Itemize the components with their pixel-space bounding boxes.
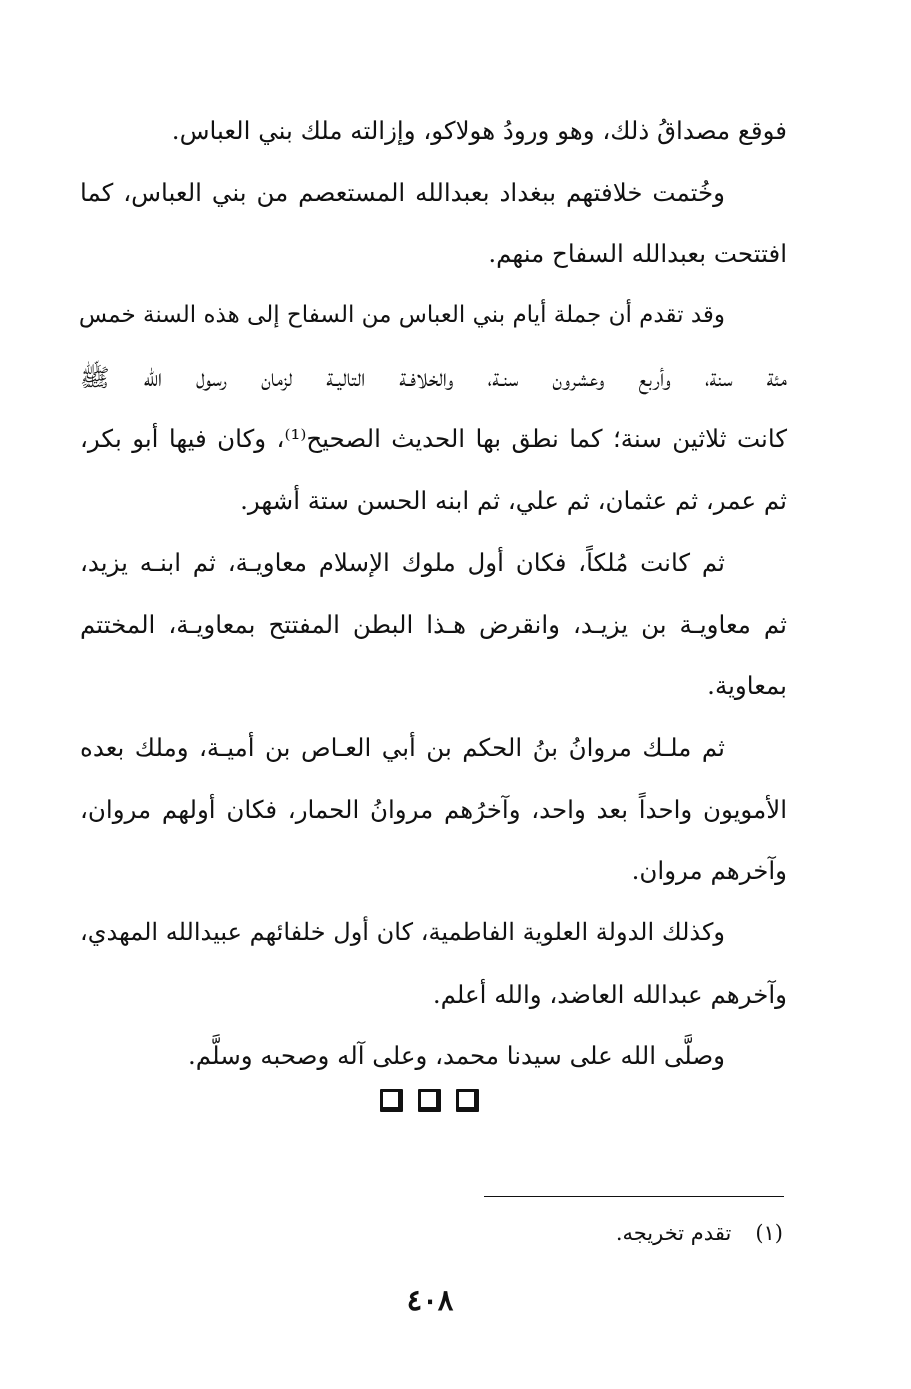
text-line: وكذلك الدولة العلوية الفاطمية، كان أول خلفائهم عبيدالله المهدي، [80,917,725,946]
paragraph [80,285,787,532]
text-line: ثم عمر، ثم عثمان، ثم علي، ثم ابنه الحسن ستة أشهر. [240,486,787,516]
text-line: افتتحت بعبدالله السفاح منهم. [488,239,787,269]
paragraph [80,902,787,1025]
text-line: ثم معاويـة بن يزيـد، وانقرض هـذا البطن المفتتح بمعاويـة، المختتم [80,609,787,639]
text-line: وقد تقدم أن جملة أيام بني العباس من السفاح إلى هذه السنة خمس [78,302,725,329]
text-line: ثم ملـك مروانُ بنُ الحكم بن أبي العـاص بن أميـة، وملك بعده [80,732,725,762]
footnote-number: (١) [755,1221,783,1245]
text-line: ثم كانت مُلكاً، فكان أول ملوك الإسلام معاويـة، ثم ابنـه يزيد، [80,547,725,577]
footnote-separator [484,1196,784,1197]
text-line: فوقع مصداقُ ذلك، وهو ورودُ هولاكو، وإزالته ملك بني العباس. [171,116,787,145]
text-line: بمعاوية. [707,671,787,701]
paragraph [80,1025,787,1087]
paragraph [80,717,787,902]
text-line: وآخرهم عبدالله العاضد، والله أعلم. [432,979,787,1009]
paragraph [80,532,787,717]
text-line: وصلَّى الله على سيدنا محمد، وعلى آله وصحبه وسلَّم. [187,1041,725,1071]
text-line: وخُتمت خلافتهم ببغداد بعبدالله المستعصم من بني العباس، كما [80,177,725,207]
section-end-ornament [380,1089,480,1111]
square-ornament-icon [418,1089,441,1112]
text-line: الأمويون واحداً بعد واحد، وآخرُهم مروانُ الحمار، فكان أولهم مروان، [80,794,787,824]
paragraph [80,162,787,285]
paragraph [80,100,787,162]
text-line: وآخرهم مروان. [631,856,787,886]
footnote [480,1214,783,1252]
footnote-text: تقدم تخريجه. [615,1221,732,1245]
square-ornament-icon [380,1089,403,1112]
square-ornament-icon [456,1089,479,1112]
body-text [80,100,787,1087]
text-line: كانت ثلاثين سنة؛ كما نطق بها الحديث الصحيح⁽¹⁾، وكان فيها أبو بكر، [80,424,788,454]
page-number: ٤٠٨ [406,1283,454,1317]
text-line: مئة سنة، وأربع وعشرون سنـة، والخلافـة التاليـة لزمان رسول الله ﷺ [80,362,787,392]
